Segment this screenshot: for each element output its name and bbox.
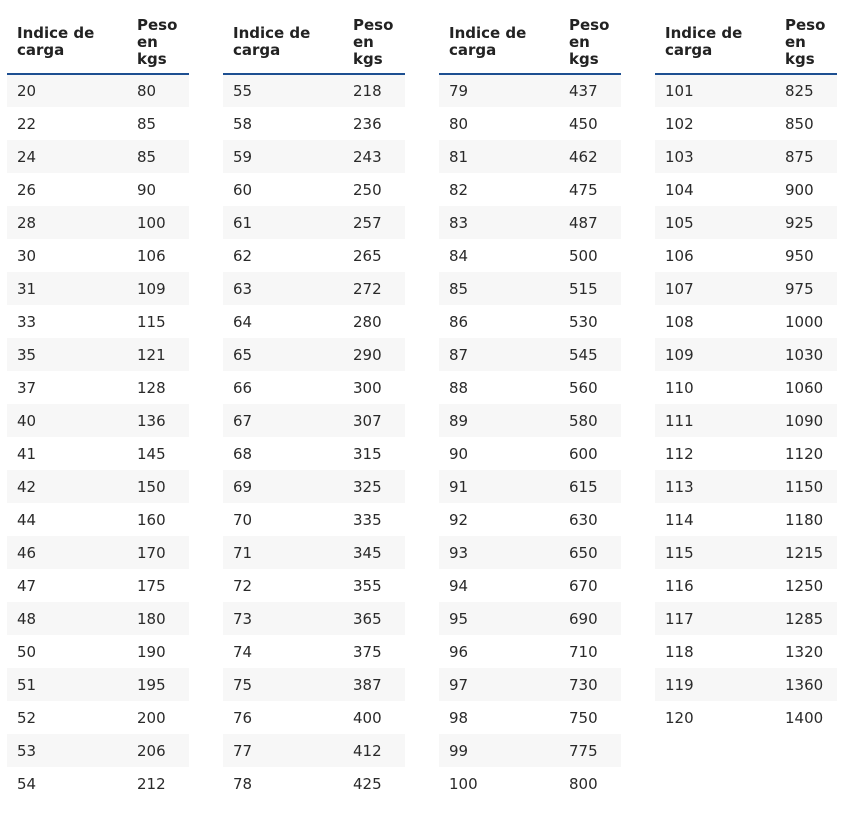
load-index-cell: 72 — [223, 569, 343, 602]
table-row — [7, 437, 189, 470]
header-weight-kgs: Peso en kgs — [343, 11, 405, 74]
load-index-cell: 26 — [7, 173, 127, 206]
load-index-tables — [7, 0, 855, 814]
table-row — [655, 404, 837, 437]
load-index-cell: 42 — [7, 470, 127, 503]
load-index-cell: 30 — [7, 239, 127, 272]
table-row — [223, 602, 405, 635]
weight-cell: 1250 — [775, 569, 837, 602]
table-row — [655, 338, 837, 371]
table-row — [439, 701, 621, 734]
load-index-cell: 91 — [439, 470, 559, 503]
table-row — [7, 767, 189, 800]
table-row — [223, 305, 405, 338]
load-index-cell: 102 — [655, 107, 775, 140]
table-row — [7, 536, 189, 569]
weight-cell: 515 — [559, 272, 621, 305]
table-row — [439, 470, 621, 503]
load-index-cell: 41 — [7, 437, 127, 470]
weight-cell: 1285 — [775, 602, 837, 635]
load-index-cell: 60 — [223, 173, 343, 206]
table-row — [655, 140, 837, 173]
table-row — [7, 305, 189, 338]
table-body — [439, 74, 621, 800]
weight-cell: 475 — [559, 173, 621, 206]
load-index-cell: 111 — [655, 404, 775, 437]
table-row — [7, 107, 189, 140]
table-row — [439, 437, 621, 470]
load-index-cell: 83 — [439, 206, 559, 239]
weight-cell: 850 — [775, 107, 837, 140]
load-index-cell: 75 — [223, 668, 343, 701]
table-body — [7, 74, 189, 800]
header-load-index: Indice de carga — [223, 11, 343, 74]
load-index-cell: 58 — [223, 107, 343, 140]
load-index-cell: 51 — [7, 668, 127, 701]
table-row — [7, 668, 189, 701]
weight-cell: 900 — [775, 173, 837, 206]
table-row — [439, 536, 621, 569]
load-index-cell: 66 — [223, 371, 343, 404]
table-row — [223, 239, 405, 272]
weight-cell: 250 — [343, 173, 405, 206]
load-index-cell: 20 — [7, 74, 127, 107]
weight-cell: 1090 — [775, 404, 837, 437]
load-index-cell: 106 — [655, 239, 775, 272]
weight-cell: 160 — [127, 503, 189, 536]
table-row — [655, 602, 837, 635]
header-load-index: Indice de carga — [655, 11, 775, 74]
load-index-cell: 80 — [439, 107, 559, 140]
table-header-row — [223, 11, 405, 74]
load-index-cell: 104 — [655, 173, 775, 206]
weight-cell: 1030 — [775, 338, 837, 371]
weight-cell: 425 — [343, 767, 405, 800]
weight-cell: 115 — [127, 305, 189, 338]
table-row — [7, 569, 189, 602]
table-row — [439, 569, 621, 602]
weight-cell: 90 — [127, 173, 189, 206]
table-row — [655, 569, 837, 602]
load-index-cell: 105 — [655, 206, 775, 239]
table-row — [655, 173, 837, 206]
load-index-cell: 63 — [223, 272, 343, 305]
load-index-table-4 — [655, 11, 837, 734]
weight-cell: 195 — [127, 668, 189, 701]
weight-cell: 975 — [775, 272, 837, 305]
weight-cell: 85 — [127, 140, 189, 173]
table-row — [655, 206, 837, 239]
table-row — [223, 635, 405, 668]
load-index-cell: 109 — [655, 338, 775, 371]
weight-cell: 290 — [343, 338, 405, 371]
weight-cell: 1360 — [775, 668, 837, 701]
table-row — [655, 371, 837, 404]
table-row — [439, 371, 621, 404]
table-row — [7, 272, 189, 305]
weight-cell: 200 — [127, 701, 189, 734]
load-index-cell: 89 — [439, 404, 559, 437]
table-row — [7, 404, 189, 437]
header-weight-kgs: Peso en kgs — [775, 11, 837, 74]
load-index-cell: 98 — [439, 701, 559, 734]
weight-cell: 462 — [559, 140, 621, 173]
table-row — [7, 470, 189, 503]
weight-cell: 109 — [127, 272, 189, 305]
load-index-cell: 73 — [223, 602, 343, 635]
weight-cell: 121 — [127, 338, 189, 371]
load-index-cell: 101 — [655, 74, 775, 107]
weight-cell: 150 — [127, 470, 189, 503]
weight-cell: 236 — [343, 107, 405, 140]
table-body — [655, 74, 837, 734]
table-row — [7, 173, 189, 206]
weight-cell: 500 — [559, 239, 621, 272]
load-index-cell: 81 — [439, 140, 559, 173]
table-row — [223, 470, 405, 503]
table-body — [223, 74, 405, 800]
table-row — [223, 371, 405, 404]
load-index-cell: 108 — [655, 305, 775, 338]
table-row — [7, 602, 189, 635]
load-index-cell: 28 — [7, 206, 127, 239]
header-load-index: Indice de carga — [7, 11, 127, 74]
table-row — [655, 635, 837, 668]
table-row — [439, 305, 621, 338]
table-row — [655, 239, 837, 272]
load-index-cell: 116 — [655, 569, 775, 602]
table-row — [7, 701, 189, 734]
load-index-cell: 119 — [655, 668, 775, 701]
load-index-cell: 76 — [223, 701, 343, 734]
weight-cell: 1000 — [775, 305, 837, 338]
table-row — [223, 668, 405, 701]
table-row — [7, 239, 189, 272]
weight-cell: 630 — [559, 503, 621, 536]
table-row — [439, 107, 621, 140]
load-index-cell: 35 — [7, 338, 127, 371]
weight-cell: 345 — [343, 536, 405, 569]
weight-cell: 750 — [559, 701, 621, 734]
load-index-cell: 70 — [223, 503, 343, 536]
load-index-cell: 120 — [655, 701, 775, 734]
weight-cell: 307 — [343, 404, 405, 437]
weight-cell: 365 — [343, 602, 405, 635]
load-index-cell: 97 — [439, 668, 559, 701]
weight-cell: 650 — [559, 536, 621, 569]
weight-cell: 375 — [343, 635, 405, 668]
load-index-cell: 62 — [223, 239, 343, 272]
table-row — [7, 338, 189, 371]
weight-cell: 875 — [775, 140, 837, 173]
table-row — [439, 140, 621, 173]
load-index-cell: 115 — [655, 536, 775, 569]
load-index-cell: 31 — [7, 272, 127, 305]
table-row — [7, 74, 189, 107]
load-index-cell: 100 — [439, 767, 559, 800]
load-index-cell: 79 — [439, 74, 559, 107]
table-row — [655, 74, 837, 107]
load-index-cell: 24 — [7, 140, 127, 173]
weight-cell: 100 — [127, 206, 189, 239]
load-index-cell: 103 — [655, 140, 775, 173]
load-index-cell: 65 — [223, 338, 343, 371]
weight-cell: 272 — [343, 272, 405, 305]
weight-cell: 128 — [127, 371, 189, 404]
load-index-cell: 84 — [439, 239, 559, 272]
load-index-table-1 — [7, 11, 189, 800]
load-index-cell: 117 — [655, 602, 775, 635]
header-load-index: Indice de carga — [439, 11, 559, 74]
load-index-cell: 107 — [655, 272, 775, 305]
load-index-cell: 67 — [223, 404, 343, 437]
table-row — [439, 206, 621, 239]
table-row — [223, 536, 405, 569]
load-index-cell: 114 — [655, 503, 775, 536]
table-row — [7, 635, 189, 668]
load-index-cell: 46 — [7, 536, 127, 569]
weight-cell: 560 — [559, 371, 621, 404]
load-index-cell: 87 — [439, 338, 559, 371]
load-index-cell: 69 — [223, 470, 343, 503]
weight-cell: 265 — [343, 239, 405, 272]
load-index-cell: 82 — [439, 173, 559, 206]
weight-cell: 690 — [559, 602, 621, 635]
table-row — [223, 701, 405, 734]
load-index-table-3 — [439, 11, 621, 800]
load-index-cell: 90 — [439, 437, 559, 470]
table-row — [7, 734, 189, 767]
table-row — [655, 701, 837, 734]
weight-cell: 1120 — [775, 437, 837, 470]
table-row — [223, 767, 405, 800]
weight-cell: 85 — [127, 107, 189, 140]
table-row — [439, 338, 621, 371]
weight-cell: 180 — [127, 602, 189, 635]
load-index-cell: 113 — [655, 470, 775, 503]
weight-cell: 218 — [343, 74, 405, 107]
table-row — [223, 272, 405, 305]
weight-cell: 730 — [559, 668, 621, 701]
weight-cell: 1320 — [775, 635, 837, 668]
weight-cell: 1215 — [775, 536, 837, 569]
table-row — [655, 470, 837, 503]
weight-cell: 615 — [559, 470, 621, 503]
weight-cell: 437 — [559, 74, 621, 107]
weight-cell: 106 — [127, 239, 189, 272]
load-index-cell: 85 — [439, 272, 559, 305]
load-index-cell: 61 — [223, 206, 343, 239]
load-index-cell: 71 — [223, 536, 343, 569]
load-index-cell: 22 — [7, 107, 127, 140]
table-row — [439, 173, 621, 206]
weight-cell: 175 — [127, 569, 189, 602]
load-index-cell: 118 — [655, 635, 775, 668]
weight-cell: 206 — [127, 734, 189, 767]
table-row — [439, 635, 621, 668]
load-index-cell: 99 — [439, 734, 559, 767]
weight-cell: 315 — [343, 437, 405, 470]
weight-cell: 670 — [559, 569, 621, 602]
load-index-cell: 50 — [7, 635, 127, 668]
load-index-cell: 37 — [7, 371, 127, 404]
table-row — [439, 239, 621, 272]
load-index-cell: 92 — [439, 503, 559, 536]
table-row — [439, 767, 621, 800]
table-row — [439, 602, 621, 635]
load-index-cell: 44 — [7, 503, 127, 536]
table-row — [223, 338, 405, 371]
load-index-cell: 54 — [7, 767, 127, 800]
load-index-cell: 53 — [7, 734, 127, 767]
table-row — [223, 206, 405, 239]
load-index-cell: 78 — [223, 767, 343, 800]
table-row — [7, 371, 189, 404]
weight-cell: 1180 — [775, 503, 837, 536]
weight-cell: 925 — [775, 206, 837, 239]
load-index-cell: 40 — [7, 404, 127, 437]
table-row — [439, 404, 621, 437]
table-row — [7, 140, 189, 173]
load-index-table-2 — [223, 11, 405, 800]
load-index-cell: 96 — [439, 635, 559, 668]
load-index-cell: 94 — [439, 569, 559, 602]
table-row — [223, 173, 405, 206]
weight-cell: 387 — [343, 668, 405, 701]
table-row — [655, 437, 837, 470]
load-index-cell: 110 — [655, 371, 775, 404]
table-header-row — [7, 11, 189, 74]
weight-cell: 243 — [343, 140, 405, 173]
weight-cell: 1150 — [775, 470, 837, 503]
load-index-cell: 52 — [7, 701, 127, 734]
table-row — [655, 272, 837, 305]
table-header-row — [655, 11, 837, 74]
table-row — [439, 272, 621, 305]
table-row — [655, 503, 837, 536]
weight-cell: 530 — [559, 305, 621, 338]
table-row — [439, 74, 621, 107]
weight-cell: 136 — [127, 404, 189, 437]
weight-cell: 80 — [127, 74, 189, 107]
table-row — [439, 734, 621, 767]
load-index-cell: 59 — [223, 140, 343, 173]
table-row — [439, 503, 621, 536]
weight-cell: 400 — [343, 701, 405, 734]
weight-cell: 1060 — [775, 371, 837, 404]
table-row — [655, 536, 837, 569]
weight-cell: 1400 — [775, 701, 837, 734]
header-weight-kgs: Peso en kgs — [559, 11, 621, 74]
weight-cell: 412 — [343, 734, 405, 767]
weight-cell: 335 — [343, 503, 405, 536]
load-index-cell: 86 — [439, 305, 559, 338]
weight-cell: 212 — [127, 767, 189, 800]
weight-cell: 775 — [559, 734, 621, 767]
weight-cell: 580 — [559, 404, 621, 437]
weight-cell: 545 — [559, 338, 621, 371]
weight-cell: 710 — [559, 635, 621, 668]
load-index-cell: 55 — [223, 74, 343, 107]
load-index-cell: 95 — [439, 602, 559, 635]
load-index-cell: 74 — [223, 635, 343, 668]
weight-cell: 145 — [127, 437, 189, 470]
table-row — [655, 107, 837, 140]
header-weight-kgs: Peso en kgs — [127, 11, 189, 74]
load-index-cell: 33 — [7, 305, 127, 338]
weight-cell: 950 — [775, 239, 837, 272]
table-row — [223, 140, 405, 173]
table-row — [223, 503, 405, 536]
table-header-row — [439, 11, 621, 74]
weight-cell: 355 — [343, 569, 405, 602]
load-index-cell: 64 — [223, 305, 343, 338]
table-row — [7, 503, 189, 536]
table-row — [655, 668, 837, 701]
weight-cell: 825 — [775, 74, 837, 107]
table-row — [223, 734, 405, 767]
table-row — [223, 569, 405, 602]
load-index-cell: 48 — [7, 602, 127, 635]
weight-cell: 190 — [127, 635, 189, 668]
load-index-cell: 93 — [439, 536, 559, 569]
weight-cell: 300 — [343, 371, 405, 404]
load-index-cell: 47 — [7, 569, 127, 602]
weight-cell: 280 — [343, 305, 405, 338]
weight-cell: 450 — [559, 107, 621, 140]
load-index-cell: 88 — [439, 371, 559, 404]
table-row — [223, 74, 405, 107]
load-index-cell: 112 — [655, 437, 775, 470]
table-row — [223, 404, 405, 437]
load-index-cell: 77 — [223, 734, 343, 767]
weight-cell: 257 — [343, 206, 405, 239]
weight-cell: 487 — [559, 206, 621, 239]
weight-cell: 800 — [559, 767, 621, 800]
table-row — [7, 206, 189, 239]
weight-cell: 325 — [343, 470, 405, 503]
table-row — [439, 668, 621, 701]
load-index-cell: 68 — [223, 437, 343, 470]
table-row — [655, 305, 837, 338]
table-row — [223, 437, 405, 470]
weight-cell: 600 — [559, 437, 621, 470]
weight-cell: 170 — [127, 536, 189, 569]
table-row — [223, 107, 405, 140]
